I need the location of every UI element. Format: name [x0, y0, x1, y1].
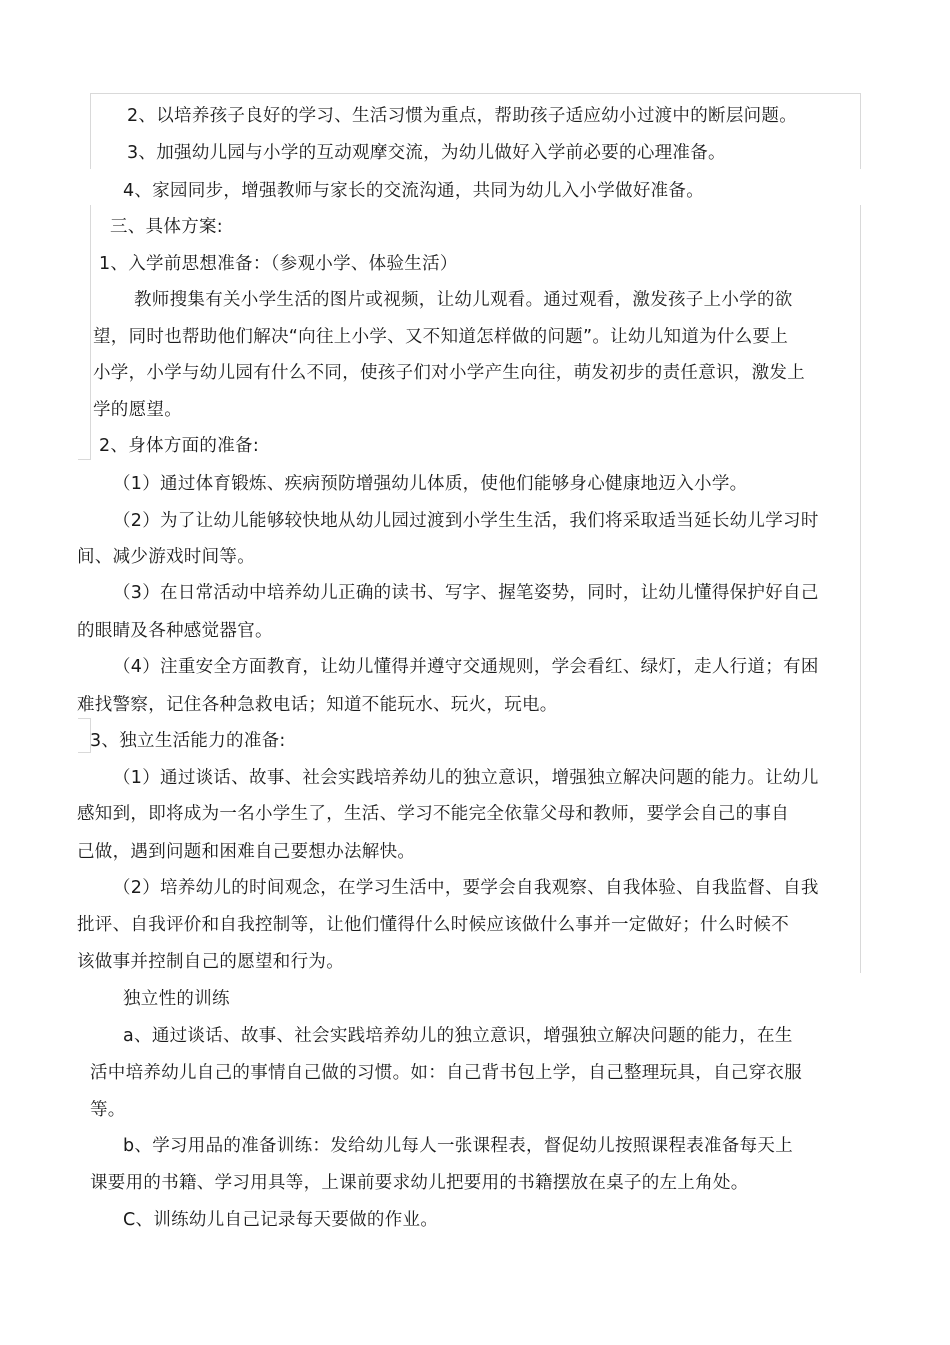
subheading-mental-preparation: 1、入学前思想准备：（参观小学、体验生活） — [99, 254, 458, 274]
frame-top-rule — [90, 93, 860, 94]
paragraph-line: 该做事并控制自己的愿望和行为。 — [77, 952, 344, 972]
paragraph-line: C、训练幼儿自己记录每天要做的作业。 — [123, 1210, 439, 1230]
paragraph-line: b、学习用品的准备训练：发给幼儿每人一张课程表，督促幼儿按照课程表准备每天上 — [123, 1136, 794, 1156]
paragraph-line: 间、减少游戏时间等。 — [77, 547, 255, 567]
paragraph-line: 小学，小学与幼儿园有什么不同，使孩子们对小学产生向往，萌发初步的责任意识，激发上 — [93, 363, 805, 383]
paragraph-line: 教师搜集有关小学生活的图片或视频，让幼儿观看。通过观看，激发孩子上小学的欲 — [134, 290, 793, 310]
paragraph-line: 学的愿望。 — [93, 400, 182, 420]
paragraph-line: （1）通过谈话、故事、社会实践培养幼儿的独立意识，增强独立解决问题的能力。让幼儿 — [113, 768, 819, 788]
paragraph-line: 课要用的书籍、学习用具等，上课前要求幼儿把要用的书籍摆放在桌子的左上角处。 — [90, 1173, 749, 1193]
paragraph-line: a、通过谈话、故事、社会实践培养幼儿的独立意识，增强独立解决问题的能力，在生 — [123, 1026, 793, 1046]
subheading-independence-training: 独立性的训练 — [123, 989, 230, 1009]
frame-tick-mid — [78, 459, 91, 460]
paragraph-line: （4）注重安全方面教育，让幼儿懂得并遵守交通规则，学会看红、绿灯，走人行道；有困 — [113, 657, 819, 677]
paragraph-line: （1）通过体育锻炼、疾病预防增强幼儿体质，使他们能够身心健康地迈入小学。 — [113, 474, 748, 494]
frame-right-rule-top — [860, 93, 861, 169]
paragraph-line: （2）为了让幼儿能够较快地从幼儿园过渡到小学生生活，我们将采取适当延长幼儿学习时 — [113, 511, 819, 531]
paragraph-line: 望，同时也帮助他们解决“向往上小学、又不知道怎样做的问题”。让幼儿知道为什么要上 — [93, 327, 789, 347]
paragraph-line: 的眼睛及各种感觉器官。 — [77, 621, 273, 641]
frame-tick-low2 — [78, 752, 91, 753]
frame-left-rule-top — [90, 93, 91, 169]
paragraph-line: 批评、自我评价和自我控制等，让他们懂得什么时候应该做什么事并一定做好；什么时候不 — [77, 915, 789, 935]
paragraph-line: 己做，遇到问题和困难自己要想办法解快。 — [77, 842, 416, 862]
subheading-physical-preparation: 2、身体方面的准备: — [99, 436, 260, 456]
goal-item-3: 3、加强幼儿园与小学的互动观摩交流，为幼儿做好入学前必要的心理准备。 — [127, 143, 726, 163]
paragraph-line: （2）培养幼儿的时间观念，在学习生活中，要学会自我观察、自我体验、自我监督、自我 — [113, 878, 819, 898]
subheading-independence-preparation: 3、独立生活能力的准备: — [90, 731, 286, 751]
paragraph-line: 等。 — [90, 1100, 126, 1120]
paragraph-line: 活中培养幼儿自己的事情自己做的习惯。如：自己背书包上学，自己整理玩具，自己穿衣服 — [90, 1063, 802, 1083]
paragraph-line: （3）在日常活动中培养幼儿正确的读书、写字、握笔姿势，同时，让幼儿懂得保护好自己 — [113, 583, 819, 603]
goal-item-2: 2、以培养孩子良好的学习、生活习惯为重点，帮助孩子适应幼小过渡中的断层问题。 — [127, 106, 798, 126]
frame-left-rule-mid — [90, 205, 91, 460]
section-heading-plan: 三、具体方案: — [110, 217, 223, 237]
goal-item-4: 4、家园同步，增强教师与家长的交流沟通，共同为幼儿入小学做好准备。 — [123, 181, 705, 201]
paragraph-line: 难找警察，记住各种急救电话；知道不能玩水、玩火，玩电。 — [77, 695, 558, 715]
paragraph-line: 感知到，即将成为一名小学生了，生活、学习不能完全依靠父母和教师，要学会自己的事自 — [77, 804, 789, 824]
frame-right-rule-mid — [860, 205, 861, 973]
